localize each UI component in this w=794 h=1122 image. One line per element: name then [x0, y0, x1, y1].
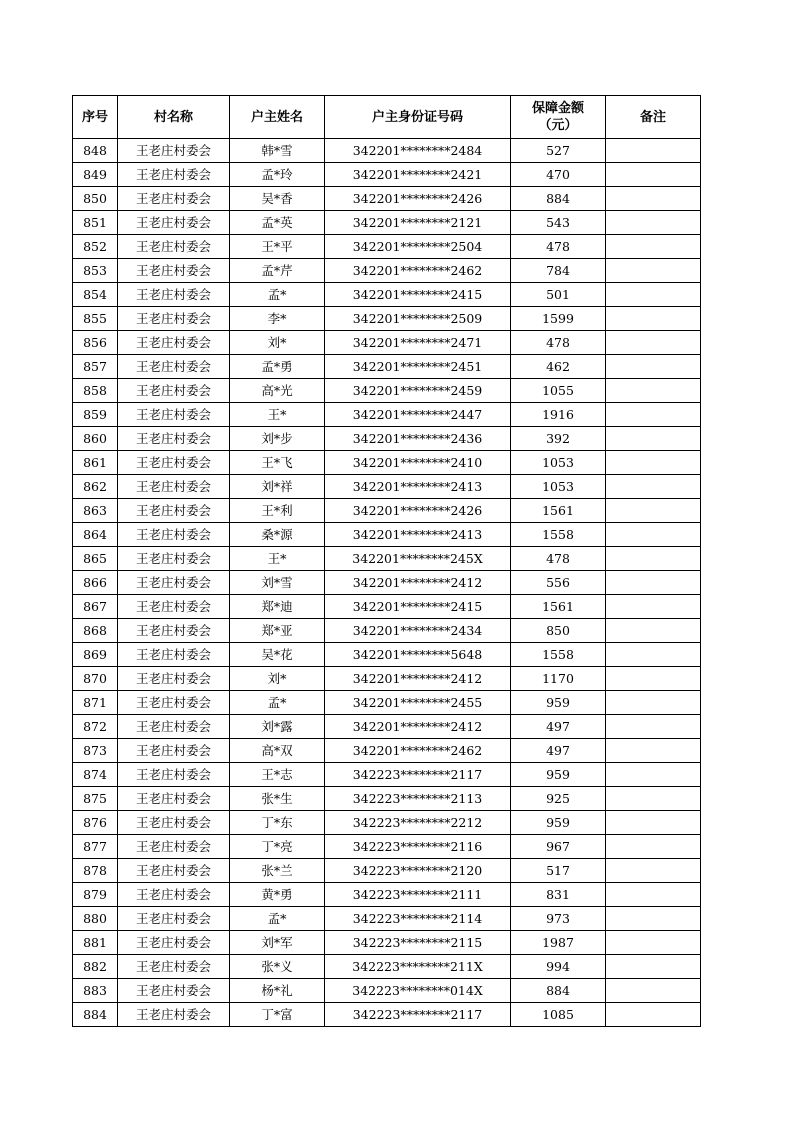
cell-household-name: 桑*源: [230, 523, 325, 547]
cell-household-name: 王*: [230, 403, 325, 427]
cell-note: [606, 571, 701, 595]
cell-id-number: 342223********014X: [325, 979, 511, 1003]
table-row: [73, 139, 701, 163]
cell-note: [606, 619, 701, 643]
cell-seq: 857: [73, 355, 118, 379]
table-row: [73, 379, 701, 403]
cell-amount: 478: [511, 235, 606, 259]
cell-village: 王老庄村委会: [118, 907, 230, 931]
cell-amount: 1916: [511, 403, 606, 427]
table-row: [73, 547, 701, 571]
cell-household-name: 刘*雪: [230, 571, 325, 595]
cell-household-name: 王*平: [230, 235, 325, 259]
cell-id-number: 342201********2412: [325, 667, 511, 691]
cell-note: [606, 523, 701, 547]
cell-amount: 501: [511, 283, 606, 307]
cell-amount: 1085: [511, 1003, 606, 1027]
cell-seq: 858: [73, 379, 118, 403]
cell-village: 王老庄村委会: [118, 715, 230, 739]
cell-id-number: 342201********2415: [325, 283, 511, 307]
cell-seq: 876: [73, 811, 118, 835]
cell-seq: 851: [73, 211, 118, 235]
cell-note: [606, 355, 701, 379]
cell-seq: 850: [73, 187, 118, 211]
cell-village: 王老庄村委会: [118, 259, 230, 283]
cell-village: 王老庄村委会: [118, 763, 230, 787]
cell-id-number: 342223********2117: [325, 763, 511, 787]
cell-id-number: 342201********2451: [325, 355, 511, 379]
table-row: [73, 427, 701, 451]
cell-village: 王老庄村委会: [118, 211, 230, 235]
cell-household-name: 孟*勇: [230, 355, 325, 379]
cell-household-name: 刘*: [230, 331, 325, 355]
cell-amount: 1558: [511, 643, 606, 667]
cell-note: [606, 403, 701, 427]
header-id-number: 户主身份证号码: [325, 96, 511, 139]
cell-note: [606, 379, 701, 403]
cell-id-number: 342201********2459: [325, 379, 511, 403]
cell-village: 王老庄村委会: [118, 979, 230, 1003]
table-row: [73, 211, 701, 235]
table-row: [73, 523, 701, 547]
header-amount-line2: （元）: [538, 118, 578, 133]
cell-village: 王老庄村委会: [118, 691, 230, 715]
cell-amount: 884: [511, 979, 606, 1003]
cell-household-name: 孟*玲: [230, 163, 325, 187]
header-village: 村名称: [118, 96, 230, 139]
cell-village: 王老庄村委会: [118, 955, 230, 979]
cell-village: 王老庄村委会: [118, 667, 230, 691]
cell-seq: 864: [73, 523, 118, 547]
cell-village: 王老庄村委会: [118, 835, 230, 859]
table-row: [73, 403, 701, 427]
table-header-row: [73, 96, 701, 139]
cell-seq: 880: [73, 907, 118, 931]
cell-household-name: 王*: [230, 547, 325, 571]
cell-note: [606, 259, 701, 283]
cell-note: [606, 307, 701, 331]
cell-id-number: 342201********5648: [325, 643, 511, 667]
cell-seq: 872: [73, 715, 118, 739]
cell-note: [606, 859, 701, 883]
cell-seq: 869: [73, 643, 118, 667]
cell-seq: 852: [73, 235, 118, 259]
cell-note: [606, 955, 701, 979]
cell-household-name: 吴*花: [230, 643, 325, 667]
cell-seq: 868: [73, 619, 118, 643]
cell-seq: 877: [73, 835, 118, 859]
cell-seq: 862: [73, 475, 118, 499]
cell-note: [606, 763, 701, 787]
cell-id-number: 342201********245X: [325, 547, 511, 571]
cell-seq: 859: [73, 403, 118, 427]
cell-amount: 850: [511, 619, 606, 643]
cell-seq: 881: [73, 931, 118, 955]
cell-village: 王老庄村委会: [118, 787, 230, 811]
cell-amount: 497: [511, 739, 606, 763]
table-row: [73, 163, 701, 187]
cell-note: [606, 1003, 701, 1027]
table-row: [73, 355, 701, 379]
cell-seq: 883: [73, 979, 118, 1003]
cell-seq: 874: [73, 763, 118, 787]
table-row: [73, 331, 701, 355]
cell-household-name: 刘*祥: [230, 475, 325, 499]
table-row: [73, 619, 701, 643]
cell-note: [606, 643, 701, 667]
table-row: [73, 835, 701, 859]
household-table: [72, 95, 701, 1027]
cell-household-name: 高*光: [230, 379, 325, 403]
table-row: [73, 475, 701, 499]
table-row: [73, 259, 701, 283]
cell-seq: 866: [73, 571, 118, 595]
cell-note: [606, 883, 701, 907]
cell-id-number: 342201********2447: [325, 403, 511, 427]
table-row: [73, 571, 701, 595]
table-row: [73, 787, 701, 811]
cell-amount: 478: [511, 547, 606, 571]
cell-household-name: 郑*迪: [230, 595, 325, 619]
cell-seq: 870: [73, 667, 118, 691]
table-row: [73, 979, 701, 1003]
cell-id-number: 342201********2121: [325, 211, 511, 235]
table-row: [73, 763, 701, 787]
table-row: [73, 643, 701, 667]
cell-amount: 1561: [511, 499, 606, 523]
cell-household-name: 吴*香: [230, 187, 325, 211]
cell-amount: 784: [511, 259, 606, 283]
cell-note: [606, 163, 701, 187]
cell-id-number: 342223********2212: [325, 811, 511, 835]
cell-seq: 848: [73, 139, 118, 163]
table-row: [73, 307, 701, 331]
cell-amount: 925: [511, 787, 606, 811]
cell-amount: 470: [511, 163, 606, 187]
cell-seq: 882: [73, 955, 118, 979]
cell-id-number: 342201********2434: [325, 619, 511, 643]
cell-amount: 1053: [511, 451, 606, 475]
table-row: [73, 811, 701, 835]
cell-note: [606, 139, 701, 163]
cell-village: 王老庄村委会: [118, 139, 230, 163]
header-seq: 序号: [73, 96, 118, 139]
cell-note: [606, 475, 701, 499]
cell-amount: 1599: [511, 307, 606, 331]
cell-note: [606, 211, 701, 235]
cell-village: 王老庄村委会: [118, 619, 230, 643]
cell-id-number: 342201********2415: [325, 595, 511, 619]
table-row: [73, 907, 701, 931]
cell-amount: 831: [511, 883, 606, 907]
header-note: 备注: [606, 96, 701, 139]
cell-id-number: 342223********2116: [325, 835, 511, 859]
cell-id-number: 342201********2436: [325, 427, 511, 451]
cell-id-number: 342201********2462: [325, 259, 511, 283]
cell-village: 王老庄村委会: [118, 1003, 230, 1027]
cell-amount: 1561: [511, 595, 606, 619]
table-row: [73, 691, 701, 715]
cell-note: [606, 331, 701, 355]
cell-id-number: 342201********2421: [325, 163, 511, 187]
cell-seq: 860: [73, 427, 118, 451]
cell-household-name: 张*义: [230, 955, 325, 979]
cell-note: [606, 691, 701, 715]
cell-household-name: 刘*露: [230, 715, 325, 739]
table-row: [73, 883, 701, 907]
table-row: [73, 715, 701, 739]
cell-seq: 861: [73, 451, 118, 475]
header-amount: [511, 96, 606, 139]
cell-amount: 1053: [511, 475, 606, 499]
cell-village: 王老庄村委会: [118, 931, 230, 955]
cell-village: 王老庄村委会: [118, 571, 230, 595]
table-row: [73, 595, 701, 619]
cell-village: 王老庄村委会: [118, 883, 230, 907]
cell-village: 王老庄村委会: [118, 811, 230, 835]
cell-household-name: 韩*雪: [230, 139, 325, 163]
cell-id-number: 342201********2412: [325, 715, 511, 739]
cell-note: [606, 451, 701, 475]
cell-household-name: 刘*步: [230, 427, 325, 451]
cell-note: [606, 931, 701, 955]
cell-household-name: 刘*: [230, 667, 325, 691]
cell-seq: 884: [73, 1003, 118, 1027]
cell-amount: 527: [511, 139, 606, 163]
cell-amount: 1987: [511, 931, 606, 955]
cell-village: 王老庄村委会: [118, 187, 230, 211]
cell-note: [606, 715, 701, 739]
cell-seq: 853: [73, 259, 118, 283]
cell-id-number: 342223********2111: [325, 883, 511, 907]
cell-note: [606, 739, 701, 763]
cell-seq: 863: [73, 499, 118, 523]
cell-note: [606, 667, 701, 691]
cell-household-name: 王*志: [230, 763, 325, 787]
cell-id-number: 342201********2412: [325, 571, 511, 595]
cell-amount: 392: [511, 427, 606, 451]
cell-village: 王老庄村委会: [118, 859, 230, 883]
cell-amount: 959: [511, 763, 606, 787]
cell-note: [606, 235, 701, 259]
cell-note: [606, 187, 701, 211]
table-row: [73, 667, 701, 691]
cell-seq: 878: [73, 859, 118, 883]
cell-household-name: 丁*东: [230, 811, 325, 835]
cell-seq: 856: [73, 331, 118, 355]
table-row: [73, 1003, 701, 1027]
cell-household-name: 孟*: [230, 691, 325, 715]
table-row: [73, 235, 701, 259]
cell-seq: 871: [73, 691, 118, 715]
cell-village: 王老庄村委会: [118, 379, 230, 403]
cell-id-number: 342201********2426: [325, 187, 511, 211]
cell-note: [606, 907, 701, 931]
cell-village: 王老庄村委会: [118, 475, 230, 499]
cell-note: [606, 595, 701, 619]
cell-village: 王老庄村委会: [118, 547, 230, 571]
cell-seq: 873: [73, 739, 118, 763]
cell-id-number: 342201********2509: [325, 307, 511, 331]
table-row: [73, 955, 701, 979]
cell-note: [606, 499, 701, 523]
cell-seq: 867: [73, 595, 118, 619]
cell-note: [606, 811, 701, 835]
cell-id-number: 342201********2413: [325, 475, 511, 499]
cell-id-number: 342201********2484: [325, 139, 511, 163]
cell-seq: 875: [73, 787, 118, 811]
cell-village: 王老庄村委会: [118, 307, 230, 331]
cell-amount: 1170: [511, 667, 606, 691]
cell-village: 王老庄村委会: [118, 331, 230, 355]
cell-amount: 517: [511, 859, 606, 883]
cell-household-name: 刘*军: [230, 931, 325, 955]
cell-village: 王老庄村委会: [118, 643, 230, 667]
cell-household-name: 丁*富: [230, 1003, 325, 1027]
cell-note: [606, 979, 701, 1003]
cell-amount: 994: [511, 955, 606, 979]
cell-id-number: 342223********2117: [325, 1003, 511, 1027]
cell-note: [606, 547, 701, 571]
cell-note: [606, 835, 701, 859]
cell-id-number: 342223********2120: [325, 859, 511, 883]
cell-seq: 879: [73, 883, 118, 907]
cell-household-name: 孟*英: [230, 211, 325, 235]
cell-household-name: 李*: [230, 307, 325, 331]
cell-id-number: 342223********2114: [325, 907, 511, 931]
cell-household-name: 郑*亚: [230, 619, 325, 643]
cell-household-name: 王*利: [230, 499, 325, 523]
cell-id-number: 342223********211X: [325, 955, 511, 979]
header-amount-line1: 保障金额: [531, 101, 584, 116]
cell-amount: 478: [511, 331, 606, 355]
table-row: [73, 499, 701, 523]
cell-village: 王老庄村委会: [118, 595, 230, 619]
table-row: [73, 187, 701, 211]
cell-amount: 543: [511, 211, 606, 235]
cell-seq: 849: [73, 163, 118, 187]
cell-amount: 959: [511, 811, 606, 835]
cell-seq: 854: [73, 283, 118, 307]
cell-amount: 556: [511, 571, 606, 595]
table-row: [73, 859, 701, 883]
cell-amount: 1558: [511, 523, 606, 547]
cell-village: 王老庄村委会: [118, 163, 230, 187]
cell-id-number: 342201********2471: [325, 331, 511, 355]
cell-note: [606, 283, 701, 307]
cell-id-number: 342223********2115: [325, 931, 511, 955]
cell-amount: 462: [511, 355, 606, 379]
cell-household-name: 孟*芹: [230, 259, 325, 283]
cell-id-number: 342201********2462: [325, 739, 511, 763]
cell-note: [606, 787, 701, 811]
cell-household-name: 黄*勇: [230, 883, 325, 907]
cell-household-name: 张*兰: [230, 859, 325, 883]
cell-household-name: 张*生: [230, 787, 325, 811]
table-row: [73, 283, 701, 307]
cell-id-number: 342201********2426: [325, 499, 511, 523]
cell-household-name: 杨*礼: [230, 979, 325, 1003]
cell-village: 王老庄村委会: [118, 235, 230, 259]
cell-amount: 967: [511, 835, 606, 859]
cell-household-name: 王*飞: [230, 451, 325, 475]
cell-note: [606, 427, 701, 451]
cell-amount: 497: [511, 715, 606, 739]
cell-household-name: 孟*: [230, 283, 325, 307]
header-household-name: 户主姓名: [230, 96, 325, 139]
cell-village: 王老庄村委会: [118, 739, 230, 763]
cell-amount: 973: [511, 907, 606, 931]
cell-household-name: 孟*: [230, 907, 325, 931]
cell-village: 王老庄村委会: [118, 451, 230, 475]
cell-amount: 884: [511, 187, 606, 211]
cell-id-number: 342201********2410: [325, 451, 511, 475]
table-body: [73, 139, 701, 1027]
cell-village: 王老庄村委会: [118, 403, 230, 427]
cell-id-number: 342201********2455: [325, 691, 511, 715]
cell-seq: 865: [73, 547, 118, 571]
cell-id-number: 342223********2113: [325, 787, 511, 811]
cell-village: 王老庄村委会: [118, 355, 230, 379]
cell-village: 王老庄村委会: [118, 523, 230, 547]
cell-village: 王老庄村委会: [118, 283, 230, 307]
cell-household-name: 高*双: [230, 739, 325, 763]
cell-village: 王老庄村委会: [118, 499, 230, 523]
cell-id-number: 342201********2413: [325, 523, 511, 547]
cell-amount: 1055: [511, 379, 606, 403]
table-row: [73, 931, 701, 955]
table-row: [73, 451, 701, 475]
cell-household-name: 丁*亮: [230, 835, 325, 859]
cell-amount: 959: [511, 691, 606, 715]
cell-village: 王老庄村委会: [118, 427, 230, 451]
cell-id-number: 342201********2504: [325, 235, 511, 259]
table-row: [73, 739, 701, 763]
cell-seq: 855: [73, 307, 118, 331]
